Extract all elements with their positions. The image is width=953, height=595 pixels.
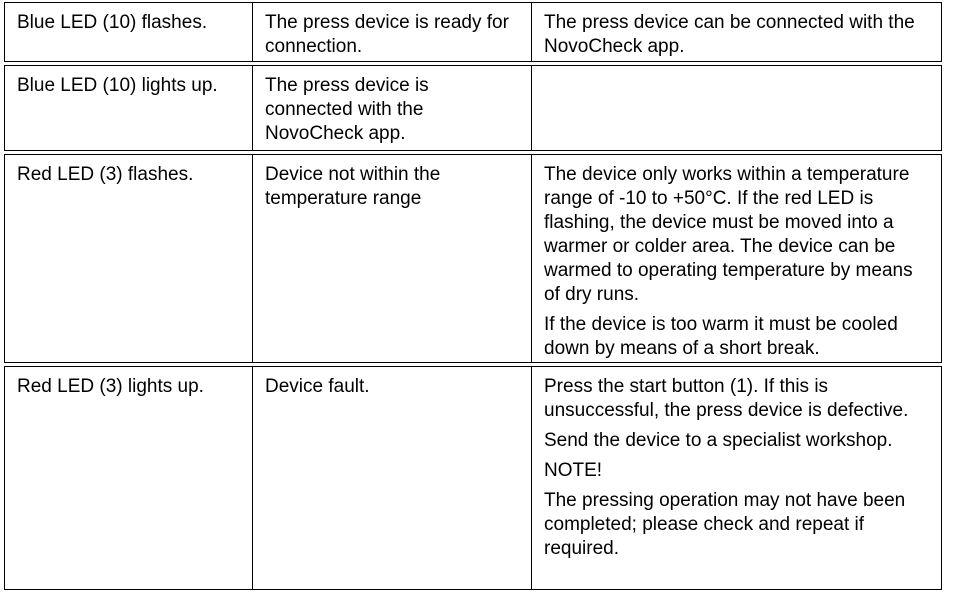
note-label: NOTE! <box>544 460 603 481</box>
action-cell <box>532 3 941 61</box>
indicator-cell: Red LED (3) lights up. <box>5 367 253 589</box>
status-cell: The press device is ready for connection. <box>253 3 532 61</box>
action-text: The device only works within a temperature range of -10 to +50°C. If the red LED is flashing, the device must be moved into a warmer or colder area. The device can be warmed to operating temperature by means of dry runs. <box>544 164 913 305</box>
status-cell: The press device is connected with the NovoCheck app. <box>253 66 532 150</box>
action-cell <box>532 155 941 362</box>
table-row <box>4 2 942 62</box>
table-row <box>4 65 942 151</box>
action-text: If the device is too warm it must be cooled down by means of a short break. <box>544 314 898 359</box>
action-text: Press the start button (1). If this is unsuccessful, the press device is defective. <box>544 376 909 421</box>
indicator-cell: Blue LED (10) flashes. <box>5 3 253 61</box>
led-status-table <box>4 2 942 593</box>
action-cell <box>532 367 941 589</box>
action-text: Send the device to a specialist workshop. <box>544 430 893 451</box>
status-cell: Device not within the temperature range <box>253 155 532 362</box>
action-text: The pressing operation may not have been completed; please check and repeat if required. <box>544 490 906 559</box>
status-cell: Device fault. <box>253 367 532 589</box>
action-text: The press device can be connected with the NovoCheck app. <box>544 12 915 57</box>
indicator-cell: Red LED (3) flashes. <box>5 155 253 362</box>
table-row <box>4 154 942 363</box>
table-row <box>4 366 942 590</box>
action-cell <box>532 66 941 150</box>
indicator-cell: Blue LED (10) lights up. <box>5 66 253 150</box>
